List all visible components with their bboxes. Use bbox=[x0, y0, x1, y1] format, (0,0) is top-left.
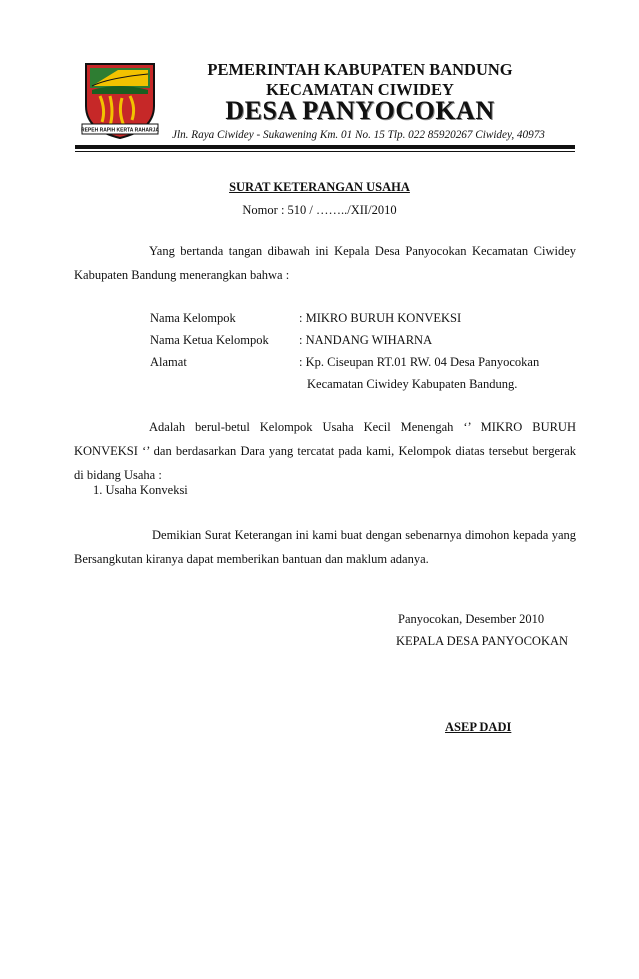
signature-place-date: Panyocokan, Desember 2010 bbox=[398, 612, 545, 626]
detail-label-address: Alamat bbox=[150, 355, 187, 369]
signature-name: ASEP DADI bbox=[445, 720, 512, 734]
detail-value-address-continued: Kecamatan Ciwidey Kabupaten Bandung. bbox=[307, 377, 518, 391]
intro-text: Yang bertanda tangan dibawah ini Kepala Desa Panyocokan Kecamatan Ciwidey Kabupaten Bandung menerangkan bahwa : bbox=[74, 244, 576, 282]
letterhead-village: DESA PANYOCOKAN bbox=[225, 96, 495, 125]
detail-value-address: : Kp. Ciseupan RT.01 RW. 04 Desa Panyocokan bbox=[299, 355, 540, 369]
closing-paragraph bbox=[74, 523, 576, 571]
village-emblem-logo bbox=[78, 60, 162, 140]
detail-label-leader-name: Nama Ketua Kelompok bbox=[150, 333, 269, 347]
document-number: Nomor : 510 / ……../XII/2010 bbox=[242, 203, 397, 217]
detail-value-group-name: : MIKRO BURUH KONVEKSI bbox=[299, 311, 462, 325]
detail-label-group-name: Nama Kelompok bbox=[150, 311, 236, 325]
signature-position: KEPALA DESA PANYOCOKAN bbox=[396, 634, 569, 648]
intro-paragraph bbox=[74, 239, 576, 287]
detail-value-leader-name: : NANDANG WIHARNA bbox=[299, 333, 433, 347]
emblem-ribbon-text: REPEH RAPIH KERTA RAHARJA bbox=[80, 127, 160, 134]
document-title: SURAT KETERANGAN USAHA bbox=[229, 180, 410, 194]
statement-paragraph bbox=[74, 415, 576, 487]
statement-text: Adalah berul-betul Kelompok Usaha Kecil Menengah ‘’ MIKRO BURUH KONVEKSI ‘’ dan berdasarkan Dara yang tercatat pada kami, Kelompok diatas tersebut bergerak di bidang Usaha : bbox=[74, 420, 576, 482]
closing-text: Demikian Surat Keterangan ini kami buat dengan sebenarnya dimohon kepada yang Bersangkutan kiranya dapat memberikan bantuan dan maklum adanya. bbox=[74, 528, 576, 566]
letterhead-divider-thick bbox=[75, 145, 575, 149]
letterhead-address: Jln. Raya Ciwidey - Sukawening Km. 01 No. 15 Tlp. 022 85920267 Ciwidey, 40973 bbox=[172, 129, 545, 141]
letterhead-divider-thin bbox=[75, 151, 575, 152]
business-list-item: 1. Usaha Konveksi bbox=[93, 483, 188, 497]
letterhead-district: KECAMATAN CIWIDEY bbox=[266, 80, 454, 99]
letterhead-government: PEMERINTAH KABUPATEN BANDUNG bbox=[207, 60, 513, 79]
